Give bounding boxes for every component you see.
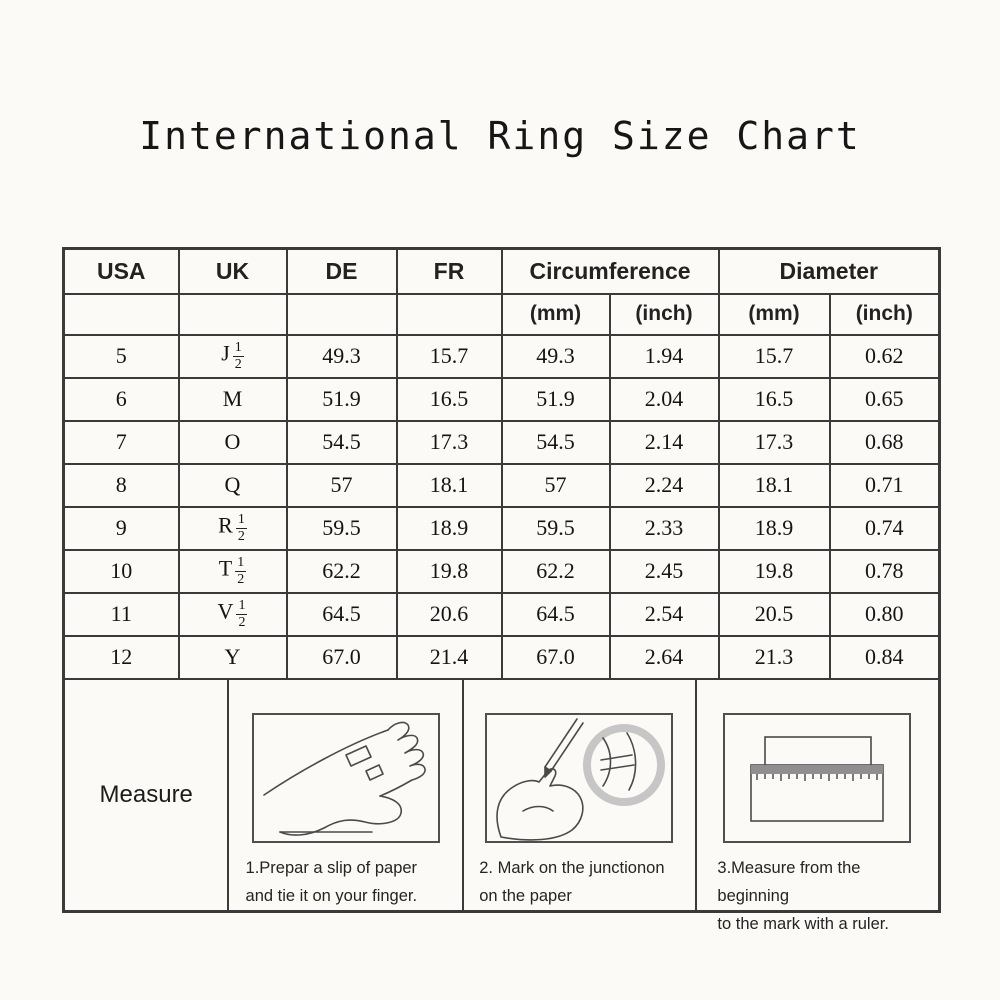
cell-de: 64.5 bbox=[287, 593, 397, 636]
cell-usa: 6 bbox=[64, 378, 179, 421]
table-header-row-1 bbox=[64, 249, 940, 294]
cell-uk: Q bbox=[179, 464, 287, 507]
cell-usa: 12 bbox=[64, 636, 179, 679]
header-empty-usa bbox=[64, 294, 179, 335]
caption-line: 1.Prepar a slip of paper bbox=[245, 858, 418, 877]
table-row bbox=[64, 593, 940, 636]
cell-diameter-mm: 20.5 bbox=[719, 593, 830, 636]
header-circumference-inch: (inch) bbox=[610, 294, 719, 335]
table-row bbox=[64, 335, 940, 378]
caption-line: 3.Measure from the beginning bbox=[717, 858, 861, 905]
cell-de: 59.5 bbox=[287, 507, 397, 550]
cell-fr: 19.8 bbox=[397, 550, 502, 593]
cell-de: 57 bbox=[287, 464, 397, 507]
table-row bbox=[64, 464, 940, 507]
cell-circumference-mm: 49.3 bbox=[502, 335, 610, 378]
measure-step-3 bbox=[695, 680, 938, 934]
cell-usa: 8 bbox=[64, 464, 179, 507]
cell-circumference-mm: 54.5 bbox=[502, 421, 610, 464]
cell-diameter-inch: 0.62 bbox=[830, 335, 940, 378]
caption-line: on the paper bbox=[479, 886, 572, 905]
cell-diameter-mm: 15.7 bbox=[719, 335, 830, 378]
cell-diameter-inch: 0.80 bbox=[830, 593, 940, 636]
cell-fr: 16.5 bbox=[397, 378, 502, 421]
cell-circumference-inch: 2.14 bbox=[610, 421, 719, 464]
cell-usa: 7 bbox=[64, 421, 179, 464]
cell-uk: M bbox=[179, 378, 287, 421]
cell-diameter-mm: 19.8 bbox=[719, 550, 830, 593]
header-diameter: Diameter bbox=[719, 249, 940, 294]
caption-line: and tie it on your finger. bbox=[245, 886, 418, 905]
ring-size-table bbox=[62, 247, 941, 934]
cell-diameter-inch: 0.78 bbox=[830, 550, 940, 593]
measure-row bbox=[64, 679, 940, 912]
header-diameter-mm: (mm) bbox=[719, 294, 830, 335]
cell-fr: 17.3 bbox=[397, 421, 502, 464]
table-row bbox=[64, 507, 940, 550]
table-row bbox=[64, 421, 940, 464]
cell-fr: 15.7 bbox=[397, 335, 502, 378]
stacked-fraction: $\frac{1}{2}$ bbox=[237, 512, 245, 544]
cell-uk: O bbox=[179, 421, 287, 464]
cell-fr: 21.4 bbox=[397, 636, 502, 679]
cell-usa: 11 bbox=[64, 593, 179, 636]
caption-line: 2. Mark on the junctionon bbox=[479, 858, 665, 877]
cell-de: 62.2 bbox=[287, 550, 397, 593]
table-header-row-2 bbox=[64, 294, 940, 335]
cell-diameter-mm: 18.9 bbox=[719, 507, 830, 550]
cell-diameter-mm: 21.3 bbox=[719, 636, 830, 679]
cell-de: 49.3 bbox=[287, 335, 397, 378]
cell-circumference-mm: 62.2 bbox=[502, 550, 610, 593]
cell-fr: 20.6 bbox=[397, 593, 502, 636]
table-row bbox=[64, 378, 940, 421]
table-row bbox=[64, 550, 940, 593]
header-usa: USA bbox=[64, 249, 179, 294]
cell-usa: 5 bbox=[64, 335, 179, 378]
cell-de: 67.0 bbox=[287, 636, 397, 679]
cell-de: 54.5 bbox=[287, 421, 397, 464]
stacked-fraction: $\frac{1}{2}$ bbox=[234, 340, 242, 372]
cell-usa: 10 bbox=[64, 550, 179, 593]
cell-circumference-inch: 2.54 bbox=[610, 593, 719, 636]
cell-circumference-inch: 2.45 bbox=[610, 550, 719, 593]
cell-circumference-mm: 67.0 bbox=[502, 636, 610, 679]
measure-step-1-caption bbox=[246, 854, 446, 911]
caption-line: to the mark with a ruler. bbox=[717, 915, 889, 934]
cell-uk: R $\frac{1}{2}$ bbox=[179, 507, 287, 550]
cell-diameter-mm: 18.1 bbox=[719, 464, 830, 507]
header-de: DE bbox=[287, 249, 397, 294]
cell-diameter-inch: 0.74 bbox=[830, 507, 940, 550]
cell-circumference-inch: 2.33 bbox=[610, 507, 719, 550]
cell-diameter-inch: 0.71 bbox=[830, 464, 940, 507]
hand-with-paper-strip-icon bbox=[252, 713, 440, 843]
ring-size-rows bbox=[64, 335, 940, 679]
header-circumference-mm: (mm) bbox=[502, 294, 610, 335]
measure-step-2-caption bbox=[479, 854, 679, 911]
cell-diameter-inch: 0.68 bbox=[830, 421, 940, 464]
measure-step-2 bbox=[462, 680, 695, 910]
cell-diameter-inch: 0.84 bbox=[830, 636, 940, 679]
cell-circumference-inch: 2.24 bbox=[610, 464, 719, 507]
header-diameter-inch: (inch) bbox=[830, 294, 940, 335]
ruler-measure-icon bbox=[723, 713, 911, 843]
header-empty-uk bbox=[179, 294, 287, 335]
cell-uk: V $\frac{1}{2}$ bbox=[179, 593, 287, 636]
cell-usa: 9 bbox=[64, 507, 179, 550]
measure-step-1 bbox=[227, 680, 461, 910]
hand-marking-pen-icon bbox=[485, 713, 673, 843]
cell-de: 51.9 bbox=[287, 378, 397, 421]
cell-diameter-inch: 0.65 bbox=[830, 378, 940, 421]
cell-uk: J $\frac{1}{2}$ bbox=[179, 335, 287, 378]
measure-section bbox=[64, 679, 940, 934]
stacked-fraction: $\frac{1}{2}$ bbox=[238, 598, 246, 630]
cell-circumference-inch: 2.04 bbox=[610, 378, 719, 421]
cell-fr: 18.1 bbox=[397, 464, 502, 507]
cell-circumference-inch: 2.64 bbox=[610, 636, 719, 679]
table-row bbox=[64, 636, 940, 679]
header-empty-de bbox=[287, 294, 397, 335]
stacked-fraction: $\frac{1}{2}$ bbox=[237, 555, 245, 587]
cell-uk: Y bbox=[179, 636, 287, 679]
cell-fr: 18.9 bbox=[397, 507, 502, 550]
measure-label: Measure bbox=[99, 780, 193, 808]
cell-circumference-inch: 1.94 bbox=[610, 335, 719, 378]
cell-circumference-mm: 64.5 bbox=[502, 593, 610, 636]
cell-diameter-mm: 16.5 bbox=[719, 378, 830, 421]
header-uk: UK bbox=[179, 249, 287, 294]
header-empty-fr bbox=[397, 294, 502, 335]
header-circumference: Circumference bbox=[502, 249, 719, 294]
measure-step-3-caption bbox=[717, 854, 917, 939]
cell-diameter-mm: 17.3 bbox=[719, 421, 830, 464]
page-title: International Ring Size Chart bbox=[139, 114, 861, 158]
header-fr: FR bbox=[397, 249, 502, 294]
cell-circumference-mm: 57 bbox=[502, 464, 610, 507]
cell-uk: T $\frac{1}{2}$ bbox=[179, 550, 287, 593]
cell-circumference-mm: 51.9 bbox=[502, 378, 610, 421]
cell-circumference-mm: 59.5 bbox=[502, 507, 610, 550]
